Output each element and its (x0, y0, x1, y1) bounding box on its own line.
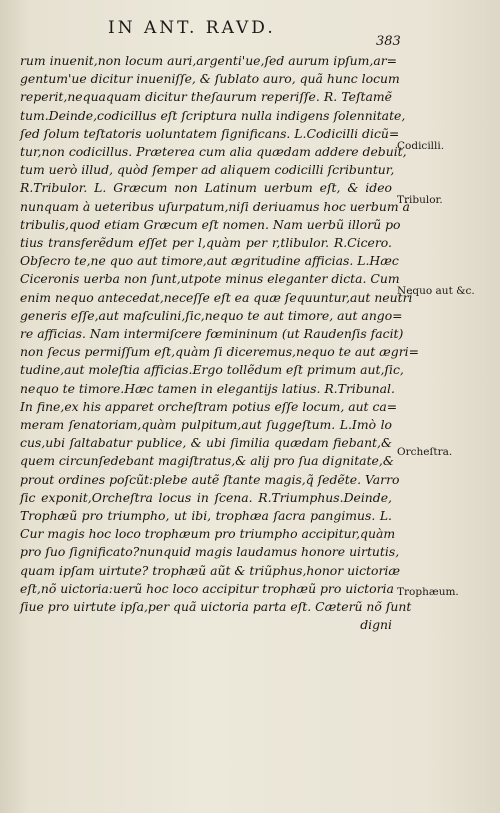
text-line: tius transferẽdum eſſet per l,quàm per r,tlibulor. R.Cicero. (20, 235, 392, 251)
margin-note-orchestra: Orcheſtra. (397, 446, 453, 458)
page-number: 383 (376, 34, 401, 49)
text-line: reperit,nequaquam dicitur theſaurum reperiſſe. R. Teſtamẽ (20, 89, 392, 105)
text-line: Cur magis hoc loco trophæum pro triumpho accipitur,quàm (20, 526, 396, 542)
catchword: digni (360, 617, 392, 633)
text-line: prout ordines poſcũt:plebe autẽ ſtante magis,q̃ ſedẽte. Varro (20, 471, 400, 487)
text-line: Ciceronis uerba non ſunt,utpote minus eleganter dicta. Cum (20, 271, 400, 287)
text-line: quem circunſedebant magiſtratus,& alij pro ſua dignitate,& (20, 453, 394, 469)
text-line: pro ſuo ſignificato?nunquid magis laudamus honore uirtutis, (20, 544, 400, 560)
text-line: rum inuenit,non locum auri,argenti'ue,ſed aurum ipſum,ar= (20, 53, 398, 68)
text-line: nequo te timore.Hæc tamen in elegantijs latius. R.Tribunal. (20, 380, 395, 396)
text-line: ſiue pro uirtute ipſa,per quã uictoria parta eſt. Cæterũ nõ ſunt (20, 599, 412, 615)
text-line: tribulis,quod etiam Græcum eſt nomen. Nam uerbũ illorũ po (20, 216, 401, 232)
text-line: tur,non codicillus. Præterea cum alia quædam addere debuit, (20, 144, 407, 160)
text-line: tum.Deinde,codicillus eſt ſcriptura nulla indigens ſolennitate, (20, 107, 406, 123)
text-line: In fine,ex his apparet orcheſtram potius eſſe locum, aut ca= (20, 398, 398, 414)
body-text (20, 52, 419, 635)
text-line: ſic exponit,Orcheſtra locus in ſcena. R.Triumphus.Deinde, (20, 489, 392, 505)
text-line: tudine,aut moleſtia afficias.Ergo tollẽdum eſt primum aut,ſic, (20, 362, 404, 378)
text-line: gentum'ue dicitur inueniſſe, & ſublato auro, quã hunc locum (20, 71, 400, 87)
text-line: re afficias. Nam intermiſcere fœmininum (ut Raudenſis facit) (20, 326, 404, 342)
text-line: enim nequo antecedat,neceſſe eſt ea quæ ſequuntur,aut neutri (20, 289, 413, 305)
margin-note-codicilli: Codicilli. (397, 140, 445, 152)
margin-note-nequo: Nequo aut &c. (397, 285, 475, 297)
text-line: Obſecro te,ne quo aut timore,aut ægritudine afficias. L.Hæc (20, 253, 399, 269)
text-line: Trophæũ pro triumpho, ut ibi, trophæa ſacra pangimus. L. (20, 508, 392, 524)
text-line: quam ipſam uirtute? trophæũ aũt & triũphus,honor uictoriæ (20, 562, 400, 578)
text-line: meram ſenatoriam,quàm pulpitum,aut ſuggeſtum. L.Imò lo (20, 417, 392, 433)
text-line: generis eſſe,aut maſculini,ſic,nequo te aut timore, aut ango= (20, 307, 403, 323)
text-line: cus,ubi ſaltabatur publice, & ubi ſimilia quædam fiebant,& (20, 435, 392, 451)
text-line: non ſecus permiſſum eſt,quàm ſi diceremus,nequo te aut ægri= (20, 344, 419, 360)
text-line: nunquam à ueteribus uſurpatum,niſi deriuamus hoc uerbum à (20, 198, 410, 214)
text-line: ſed ſolum teſtatoris uoluntatem ſignificans. L.Codicilli dicũ= (20, 125, 400, 141)
text-line: R.Tribulor. L. Græcum non Latinum uerbum eſt, & ideo (20, 180, 392, 196)
text-line: tum uerò illud, quòd ſemper ad aliquem codicilli ſcribuntur, (20, 162, 395, 178)
margin-note-tribulor: Tribulor. (397, 194, 443, 206)
text-line: eſt,nõ uictoria:uerũ hoc loco accipitur trophæũ pro uictoria (20, 580, 394, 596)
running-head: IN ANT. RAVD. (108, 18, 276, 38)
margin-note-trophaeum: Trophæum. (397, 586, 459, 598)
